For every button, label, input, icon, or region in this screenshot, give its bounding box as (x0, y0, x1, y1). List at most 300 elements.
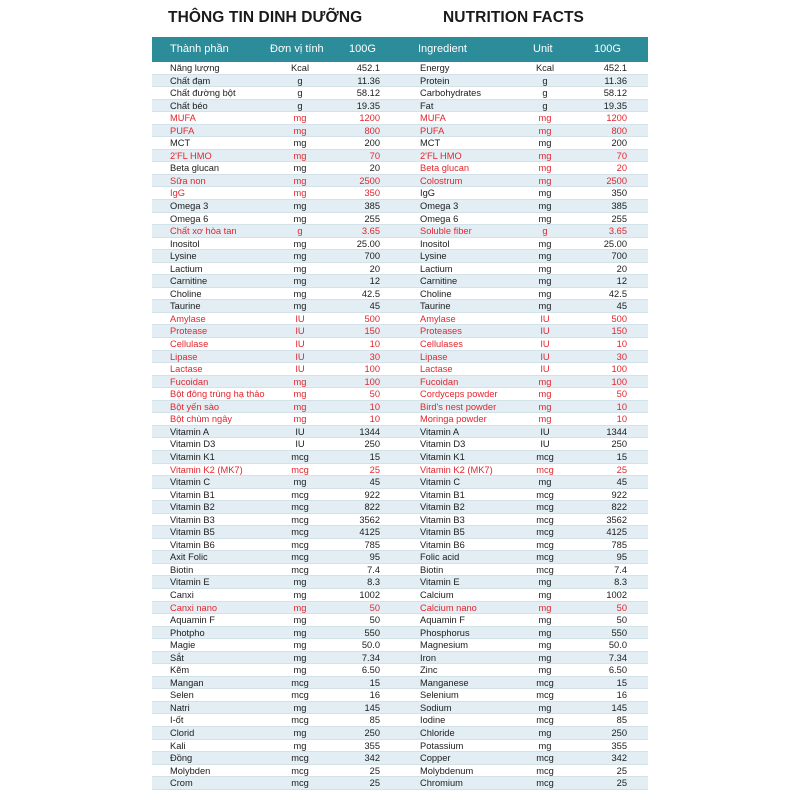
unit-vn: mcg (291, 753, 309, 764)
unit-vn: mg (293, 627, 307, 638)
value-en: 12 (616, 276, 627, 287)
unit-vn: mg (293, 276, 307, 287)
ingredient-name-en: Omega 6 (420, 213, 459, 224)
unit-en: mg (538, 727, 552, 738)
ingredient-name-en: Phosphorus (420, 627, 470, 638)
value-vn: 355 (364, 740, 380, 751)
value-vn: 2500 (359, 175, 380, 186)
table-row (152, 526, 648, 539)
ingredient-name-en: Vitamin K1 (420, 451, 465, 462)
value-en: 58.12 (603, 88, 627, 99)
value-vn: 800 (364, 125, 380, 136)
unit-vn: mg (293, 201, 307, 212)
value-en: 700 (611, 251, 627, 262)
ingredient-name-en: Folic acid (420, 552, 460, 563)
value-vn: 342 (364, 753, 380, 764)
table-row (152, 476, 648, 489)
ingredient-name-vn: Bột yến sào (170, 401, 220, 412)
unit-en: mg (538, 376, 552, 387)
unit-vn: mcg (291, 564, 309, 575)
ingredient-name-en: Protein (420, 75, 450, 86)
table-row (152, 288, 648, 301)
value-vn: 58.12 (356, 88, 380, 99)
value-en: 100 (611, 376, 627, 387)
ingredient-name-en: Aquamin F (420, 615, 465, 626)
value-en: 342 (611, 753, 627, 764)
table-row (152, 664, 648, 677)
unit-en: mcg (536, 451, 554, 462)
ingredient-name-en: Beta glucan (420, 163, 470, 174)
ingredient-name-en: Lactium (420, 263, 453, 274)
value-vn: 10 (369, 339, 380, 350)
value-vn: 30 (369, 351, 380, 362)
table-row (152, 275, 648, 288)
ingredient-name-vn: Biotin (170, 564, 194, 575)
unit-vn: mg (293, 702, 307, 713)
value-en: 25 (616, 765, 627, 776)
unit-en: mg (538, 589, 552, 600)
ingredient-name-vn: Lipase (170, 351, 198, 362)
value-vn: 822 (364, 502, 380, 513)
unit-en: IU (540, 351, 550, 362)
value-vn: 1002 (359, 589, 380, 600)
header-unit-vn: Đơn vị tính (270, 43, 324, 55)
ingredient-name-vn: Omega 3 (170, 201, 209, 212)
value-vn: 8.3 (367, 577, 380, 588)
unit-en: IU (540, 313, 550, 324)
value-vn: 150 (364, 326, 380, 337)
value-en: 1200 (606, 113, 627, 124)
unit-en: mg (538, 389, 552, 400)
table-row (152, 576, 648, 589)
value-en: 11.36 (604, 75, 627, 86)
unit-vn: Kcal (290, 63, 310, 73)
value-en: 45 (616, 477, 627, 488)
value-en: 255 (611, 213, 627, 224)
table-row (152, 752, 648, 765)
value-en: 6.50 (608, 665, 627, 676)
ingredient-name-vn: Vitamin B5 (170, 527, 215, 538)
header-ingredient-vn: Thành phần (170, 43, 229, 55)
value-vn: 20 (369, 263, 380, 274)
ingredient-name-vn: Mangan (170, 677, 204, 688)
table-row (152, 652, 648, 665)
ingredient-name-en: Choline (420, 288, 452, 299)
table-row (152, 438, 648, 451)
ingredient-name-vn: Vitamin B1 (170, 489, 215, 500)
unit-vn: mg (293, 188, 307, 199)
table-row (152, 451, 648, 464)
unit-vn: mg (293, 251, 307, 262)
unit-en: mg (538, 125, 552, 136)
unit-vn: mg (293, 740, 307, 751)
unit-vn: mcg (291, 527, 309, 538)
value-en: 10 (616, 401, 627, 412)
ingredient-name-en: PUFA (420, 125, 445, 136)
unit-vn: mg (293, 175, 307, 186)
unit-en: mg (538, 201, 552, 212)
value-vn: 3562 (359, 514, 380, 525)
unit-vn: g (297, 88, 303, 99)
unit-vn: mg (293, 113, 307, 124)
unit-vn: g (297, 100, 303, 111)
ingredient-name-en: Energy (420, 63, 450, 73)
unit-vn: mg (293, 163, 307, 174)
ingredient-name-vn: I-ốt (170, 715, 184, 726)
unit-vn: mg (293, 652, 307, 663)
unit-vn: mcg (291, 539, 309, 550)
ingredient-name-vn: Beta glucan (170, 163, 220, 174)
value-vn: 25.00 (356, 238, 380, 249)
value-vn: 7.34 (361, 652, 380, 663)
value-en: 85 (616, 715, 627, 726)
unit-vn: IU (295, 426, 305, 437)
value-vn: 145 (364, 702, 380, 713)
ingredient-name-vn: Chất béo (170, 100, 208, 111)
ingredient-name-vn: MCT (170, 138, 191, 149)
table-row (152, 100, 648, 113)
unit-vn: mcg (291, 765, 309, 776)
value-vn: 10 (369, 414, 380, 425)
ingredient-name-en: Proteases (420, 326, 462, 337)
value-en: 95 (616, 552, 627, 563)
value-vn: 15 (369, 451, 380, 462)
value-vn: 250 (364, 439, 380, 450)
value-vn: 6.50 (361, 665, 380, 676)
unit-en: g (542, 88, 548, 99)
value-en: 70 (616, 150, 627, 161)
unit-vn: mg (293, 125, 307, 136)
unit-en: mg (538, 288, 552, 299)
value-vn: 50.0 (361, 640, 380, 651)
value-en: 1344 (606, 426, 627, 437)
ingredient-name-en: 2'FL HMO (420, 150, 462, 161)
value-en: 922 (611, 489, 627, 500)
ingredient-name-en: Vitamin C (420, 477, 461, 488)
ingredient-name-en: Cellulases (420, 339, 463, 350)
ingredient-name-vn: Canxi (170, 589, 194, 600)
value-vn: 45 (369, 301, 380, 312)
ingredient-name-vn: Lactase (170, 364, 203, 375)
table-row (152, 200, 648, 213)
unit-en: IU (540, 439, 550, 450)
value-vn: 700 (364, 251, 380, 262)
unit-vn: mcg (291, 451, 309, 462)
ingredient-name-en: Zinc (420, 665, 438, 676)
ingredient-name-vn: Molybden (170, 765, 211, 776)
unit-vn: mg (293, 376, 307, 387)
unit-vn: mg (293, 389, 307, 400)
ingredient-name-en: MCT (420, 138, 441, 149)
value-en: 20 (616, 263, 627, 274)
unit-en: mg (538, 740, 552, 751)
unit-vn: mg (293, 477, 307, 488)
table-row (152, 539, 648, 552)
value-en: 250 (611, 727, 627, 738)
unit-vn: mg (293, 213, 307, 224)
value-en: 800 (611, 125, 627, 136)
value-vn: 12 (369, 276, 380, 287)
ingredient-name-en: Soluble fiber (420, 226, 472, 237)
value-vn: 785 (364, 539, 380, 550)
ingredient-name-vn: Kali (170, 740, 186, 751)
table-row (152, 602, 648, 615)
unit-en: mg (538, 652, 552, 663)
unit-vn: g (297, 75, 303, 86)
unit-vn: g (297, 226, 303, 237)
table-row (152, 225, 648, 238)
value-en: 355 (611, 740, 627, 751)
table-row (152, 740, 648, 753)
value-vn: 25 (369, 464, 380, 475)
ingredient-name-vn: Vitamin D3 (170, 439, 216, 450)
value-en: 10 (616, 414, 627, 425)
value-en: 8.3 (614, 577, 627, 588)
value-vn: 85 (369, 715, 380, 726)
ingredient-name-en: IgG (420, 188, 435, 199)
value-en: 200 (611, 138, 627, 149)
ingredient-name-vn: Chất đường bột (170, 88, 236, 99)
ingredient-name-vn: Taurine (170, 301, 201, 312)
ingredient-name-vn: Bột đông trùng hạ thảo (170, 389, 265, 400)
ingredient-name-en: Vitamin B1 (420, 489, 465, 500)
table-row (152, 300, 648, 313)
value-vn: 550 (364, 627, 380, 638)
unit-en: mg (538, 640, 552, 651)
table-row (152, 187, 648, 200)
ingredient-name-vn: Vitamin K2 (MK7) (170, 464, 243, 475)
unit-en: mg (538, 113, 552, 124)
value-en: 785 (611, 539, 627, 550)
unit-en: mcg (536, 564, 554, 575)
table-row (152, 564, 648, 577)
unit-vn: mg (293, 150, 307, 161)
table-row (152, 627, 648, 640)
value-en: 15 (616, 677, 627, 688)
ingredient-name-en: Inositol (420, 238, 450, 249)
table-row (152, 702, 648, 715)
table-row (152, 426, 648, 439)
table-row (152, 325, 648, 338)
ingredient-name-en: Vitamin A (420, 426, 460, 437)
table-row (152, 125, 648, 138)
ingredient-name-vn: Axit Folic (170, 552, 208, 563)
ingredient-name-vn: 2'FL HMO (170, 150, 212, 161)
ingredient-name-en: Molybdenum (420, 765, 474, 776)
table-row (152, 464, 648, 477)
table-row (152, 777, 648, 790)
value-vn: 385 (364, 201, 380, 212)
unit-en: mcg (536, 765, 554, 776)
unit-vn: mg (293, 577, 307, 588)
unit-en: mcg (536, 677, 554, 688)
value-en: 145 (611, 702, 627, 713)
ingredient-name-en: Vitamin K2 (MK7) (420, 464, 493, 475)
value-vn: 95 (369, 552, 380, 563)
value-vn: 922 (364, 489, 380, 500)
value-vn: 25 (369, 765, 380, 776)
table-row (152, 727, 648, 740)
unit-vn: mg (293, 727, 307, 738)
table-row (152, 351, 648, 364)
unit-vn: mcg (291, 502, 309, 513)
unit-vn: mg (293, 665, 307, 676)
unit-en: mcg (536, 552, 554, 563)
ingredient-name-vn: Vitamin B2 (170, 502, 215, 513)
value-en: 20 (616, 163, 627, 174)
value-en: 500 (611, 313, 627, 324)
title-english: NUTRITION FACTS (443, 9, 584, 26)
unit-en: mg (538, 414, 552, 425)
ingredient-name-vn: Năng lượng (170, 63, 220, 73)
table-row (152, 501, 648, 514)
ingredient-name-vn: Choline (170, 288, 202, 299)
unit-en: mcg (536, 715, 554, 726)
ingredient-name-en: Copper (420, 753, 451, 764)
value-vn: 10 (369, 401, 380, 412)
unit-en: mg (538, 627, 552, 638)
ingredient-name-vn: Vitamin A (170, 426, 210, 437)
value-vn: 70 (369, 150, 380, 161)
ingredient-name-en: MUFA (420, 113, 446, 124)
table-row (152, 87, 648, 100)
table-row (152, 175, 648, 188)
ingredient-name-vn: Protease (170, 326, 208, 337)
value-en: 7.34 (608, 652, 627, 663)
value-en: 15 (616, 451, 627, 462)
ingredient-name-vn: Lysine (170, 251, 197, 262)
ingredient-name-vn: Fucoidan (170, 376, 209, 387)
ingredient-name-vn: Carnitine (170, 276, 208, 287)
unit-vn: mg (293, 263, 307, 274)
table-row (152, 614, 648, 627)
value-en: 350 (611, 188, 627, 199)
table-row (152, 112, 648, 125)
ingredient-name-en: Potassium (420, 740, 464, 751)
unit-en: g (542, 75, 548, 86)
table-row (152, 338, 648, 351)
unit-en: mg (538, 251, 552, 262)
ingredient-name-vn: Kẽm (170, 665, 190, 676)
value-vn: 4125 (359, 527, 380, 538)
unit-vn: IU (295, 326, 305, 337)
value-vn: 1344 (359, 426, 380, 437)
unit-en: mg (538, 401, 552, 412)
ingredient-name-en: Bird's nest powder (420, 401, 497, 412)
table-row (152, 401, 648, 414)
unit-vn: mg (293, 138, 307, 149)
value-en: 100 (611, 364, 627, 375)
ingredient-name-vn: Crom (170, 778, 193, 789)
ingredient-name-en: Carnitine (420, 276, 458, 287)
value-en: 822 (611, 502, 627, 513)
value-vn: 200 (364, 138, 380, 149)
unit-vn: mg (293, 414, 307, 425)
unit-vn: mg (293, 615, 307, 626)
value-en: 25.00 (603, 238, 627, 249)
ingredient-name-en: Manganese (420, 677, 469, 688)
unit-vn: IU (295, 439, 305, 450)
unit-vn: mg (293, 301, 307, 312)
value-en: 3.65 (608, 226, 627, 237)
unit-en: mg (538, 175, 552, 186)
ingredient-name-vn: Sắt (170, 652, 184, 663)
unit-vn: mcg (291, 489, 309, 500)
table-row (152, 589, 648, 602)
ingredient-name-en: Amylase (420, 313, 456, 324)
ingredient-name-en: Iodine (420, 715, 446, 726)
ingredient-name-en: Biotin (420, 564, 444, 575)
ingredient-name-en: Fat (420, 100, 434, 111)
table-row (152, 213, 648, 226)
ingredient-name-en: Sodium (420, 702, 452, 713)
unit-en: mcg (536, 778, 554, 789)
unit-en: g (542, 100, 548, 111)
value-vn: 50 (369, 615, 380, 626)
value-en: 4125 (606, 527, 627, 538)
ingredient-name-vn: Chất xơ hòa tan (170, 226, 237, 237)
ingredient-name-en: Vitamin B5 (420, 527, 465, 538)
ingredient-name-en: Calcium nano (420, 602, 477, 613)
value-en: 385 (611, 201, 627, 212)
value-vn: 500 (364, 313, 380, 324)
unit-vn: IU (295, 313, 305, 324)
table-row (152, 514, 648, 527)
value-en: 2500 (606, 175, 627, 186)
nutrition-table (152, 62, 648, 790)
value-vn: 250 (364, 727, 380, 738)
ingredient-name-vn: Vitamin B6 (170, 539, 215, 550)
unit-en: mg (538, 213, 552, 224)
unit-en: mg (538, 665, 552, 676)
unit-en: mg (538, 477, 552, 488)
ingredient-name-vn: PUFA (170, 125, 195, 136)
unit-vn: mcg (291, 778, 309, 789)
table-row (152, 677, 648, 690)
unit-en: mcg (536, 690, 554, 701)
unit-en: mg (538, 615, 552, 626)
table-row (152, 313, 648, 326)
value-en: 10 (616, 339, 627, 350)
ingredient-name-en: Vitamin B3 (420, 514, 465, 525)
value-vn: 11.36 (357, 75, 380, 86)
ingredient-name-vn: Omega 6 (170, 213, 209, 224)
table-row (152, 238, 648, 251)
unit-vn: mg (293, 238, 307, 249)
unit-en: IU (540, 426, 550, 437)
table-row (152, 62, 648, 75)
ingredient-name-en: Omega 3 (420, 201, 459, 212)
value-vn: 42.5 (361, 288, 380, 299)
table-row (152, 689, 648, 702)
ingredient-name-vn: Đồng (170, 753, 193, 764)
value-vn: 3.65 (361, 226, 380, 237)
unit-en: mg (538, 138, 552, 149)
ingredient-name-en: Cordyceps powder (420, 389, 498, 400)
table-row (152, 551, 648, 564)
ingredient-name-en: Colostrum (420, 175, 463, 186)
unit-en: Kcal (535, 63, 555, 73)
unit-en: mg (538, 702, 552, 713)
value-vn: 100 (364, 364, 380, 375)
unit-en: mcg (536, 527, 554, 538)
value-vn: 15 (369, 677, 380, 688)
header-ingredient-en: Ingredient (418, 43, 467, 55)
value-vn: 25 (369, 778, 380, 789)
value-vn: 1200 (359, 113, 380, 124)
unit-vn: mcg (291, 552, 309, 563)
table-row (152, 639, 648, 652)
